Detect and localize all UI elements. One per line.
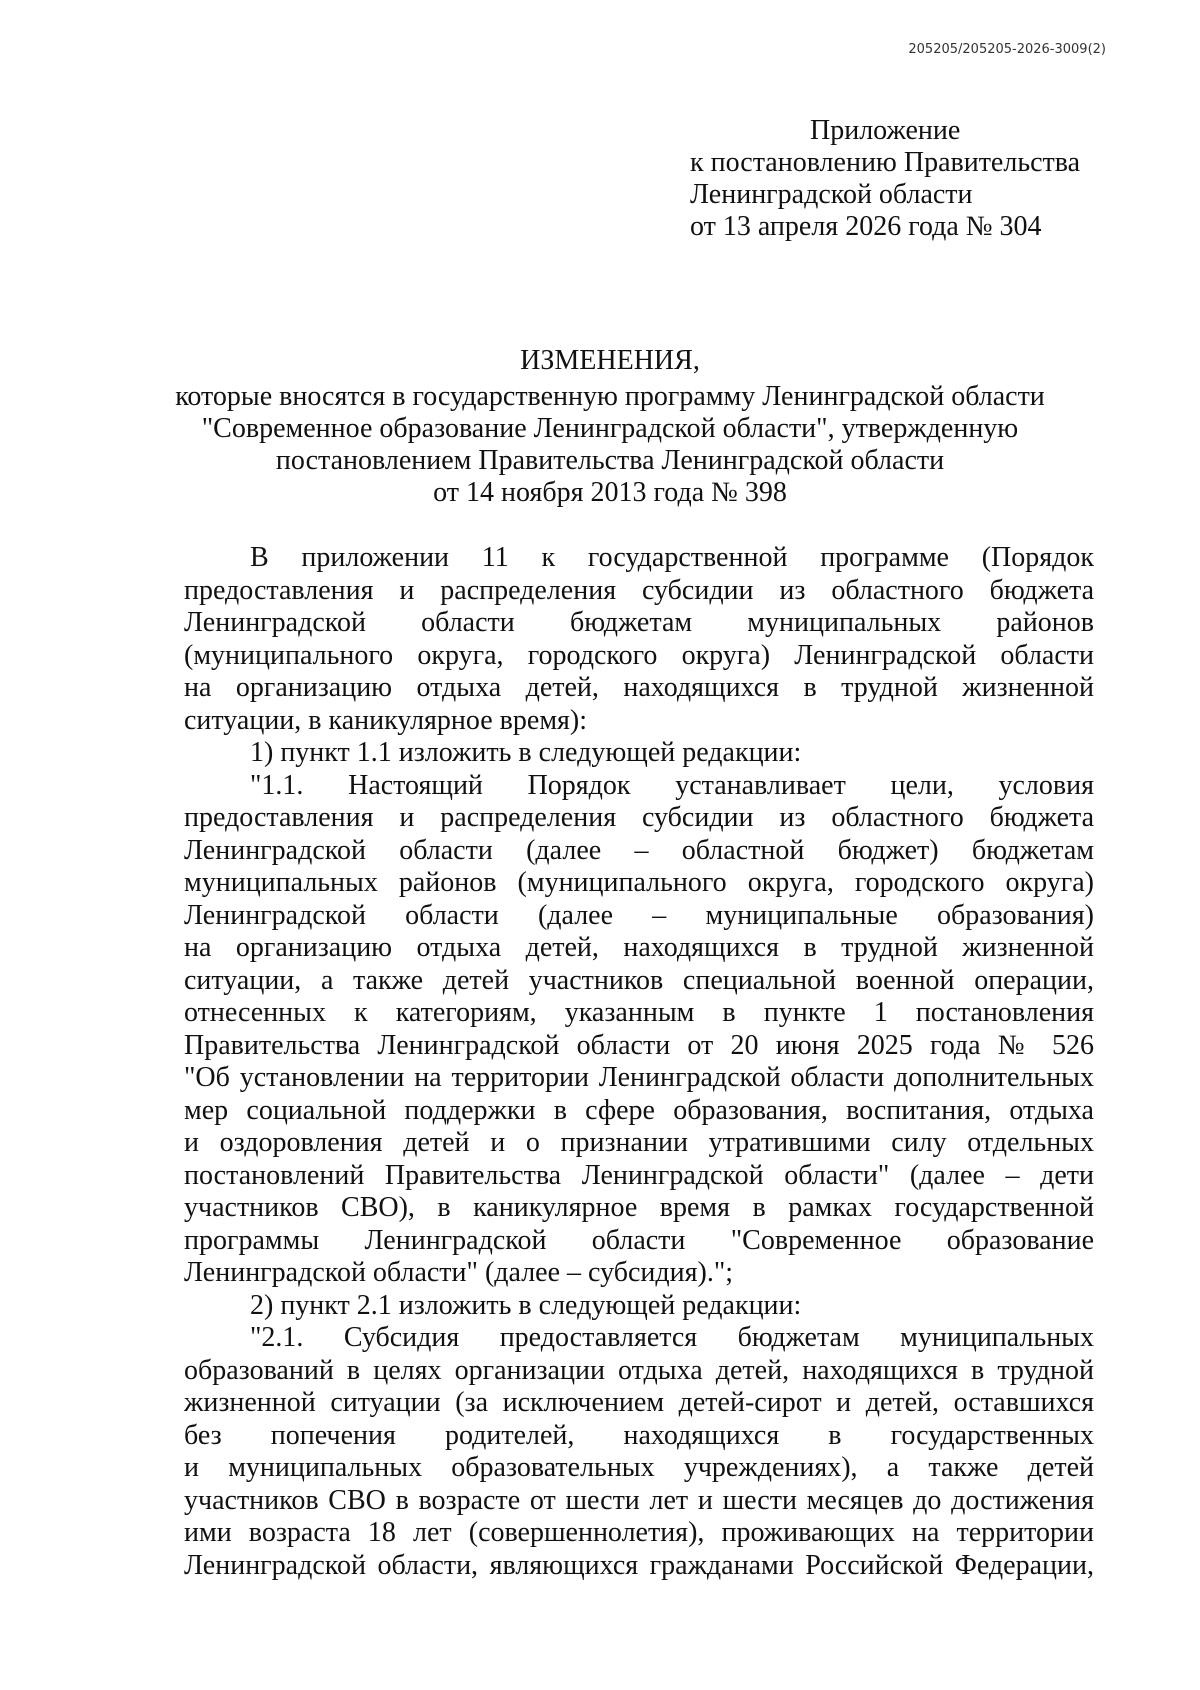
appendix-line: Ленинградской области	[690, 179, 973, 210]
document-title	[120, 345, 1100, 509]
text-line: на организацию отдыха детей, находящихся в трудной жизненной	[184, 932, 1094, 963]
text-line: Правительства Ленинградской области от 20 июня 2025 года № 526	[184, 1029, 1094, 1061]
text-line: В приложении 11 к государственной программе (Порядок	[250, 542, 1094, 573]
text-line: без попечения родителей, находящихся в государственных	[184, 1419, 1094, 1451]
title-line: которые вносятся в государственную программу Ленинградской области	[175, 381, 1045, 412]
text-line: Ленинградской области (далее – областной бюджет) бюджетам	[184, 834, 1094, 866]
text-line: "2.1. Субсидия предоставляется бюджетам муниципальных	[250, 1322, 1094, 1353]
text-line: (муниципального округа, городского округа) Ленинградской области	[184, 639, 1094, 671]
appendix-line: Приложение	[810, 115, 961, 146]
text-line: отнесенных к категориям, указанным в пункте 1 постановления	[184, 997, 1094, 1028]
appendix-line: к постановлению Правительства	[690, 147, 1081, 178]
text-line: Ленинградской области" (далее – субсидия).";	[184, 1257, 734, 1288]
text-line: программы Ленинградской области "Современное образование	[184, 1224, 1094, 1256]
title-heading: ИЗМЕНЕНИЯ,	[520, 345, 700, 376]
text-line: жизненной ситуации (за исключением детей-сирот и детей, оставшихся	[184, 1387, 1094, 1418]
paragraph-2-1	[184, 1322, 1094, 1582]
text-line: участников СВО), в каникулярное время в рамках государственной	[184, 1192, 1094, 1223]
text-line: постановлений Правительства Ленинградской области" (далее – дети	[184, 1159, 1094, 1191]
text-line: мер социальной поддержки в сфере образования, воспитания, отдыха	[184, 1094, 1094, 1126]
text-line: предоставления и распределения субсидии из областного бюджета	[184, 802, 1094, 833]
text-line: "1.1. Настоящий Порядок устанавливает цели, условия	[250, 769, 1094, 801]
text-line: муниципальных районов (муниципального округа, городского округа)	[184, 867, 1094, 898]
appendix-header	[690, 115, 1110, 243]
text-line: Ленинградской области бюджетам муниципальных районов	[184, 607, 1094, 638]
document-id: 205205/205205-2026-3009(2)	[908, 42, 1106, 57]
text-line: ими возраста 18 лет (совершеннолетия), проживающих на территории	[184, 1517, 1094, 1548]
text-line: ситуации, в каникулярное время):	[184, 704, 588, 736]
title-line: постановлением Правительства Ленинградской области	[275, 445, 945, 476]
text-line: предоставления и распределения субсидии из областного бюджета	[184, 574, 1094, 606]
document-body	[184, 542, 1094, 1582]
text-line: и оздоровления детей и о признании утратившими силу отдельных	[184, 1127, 1094, 1158]
text-line: на организацию отдыха детей, находящихся в трудной жизненной	[184, 672, 1094, 703]
appendix-line: от 13 апреля 2026 года № 304	[690, 211, 1042, 242]
item-2	[184, 1290, 1094, 1323]
paragraph-1-1	[184, 770, 1094, 1290]
text-line: образований в целях организации отдыха детей, находящихся в трудной	[184, 1354, 1094, 1386]
title-line: от 14 ноября 2013 года № 398	[433, 477, 787, 508]
title-line: "Современное образование Ленинградской области", утвержденную	[201, 413, 1019, 444]
text-line: участников СВО в возрасте от шести лет и шести месяцев до достижения	[184, 1484, 1094, 1516]
text-line: Ленинградской области, являющихся гражданами Российской Федерации,	[184, 1549, 1094, 1581]
text-line: и муниципальных образовательных учреждениях), а также детей	[184, 1452, 1094, 1483]
text-line: 2) пункт 2.1 изложить в следующей редакции:	[250, 1289, 802, 1321]
item-1	[184, 737, 1094, 770]
text-line: "Об установлении на территории Ленинградской области дополнительных	[184, 1062, 1094, 1093]
text-line: 1) пункт 1.1 изложить в следующей редакции:	[250, 737, 802, 768]
text-line: Ленинградской области (далее – муниципальные образования)	[184, 899, 1094, 931]
text-line: ситуации, а также детей участников специальной военной операции,	[184, 964, 1094, 996]
paragraph-intro	[184, 542, 1094, 737]
